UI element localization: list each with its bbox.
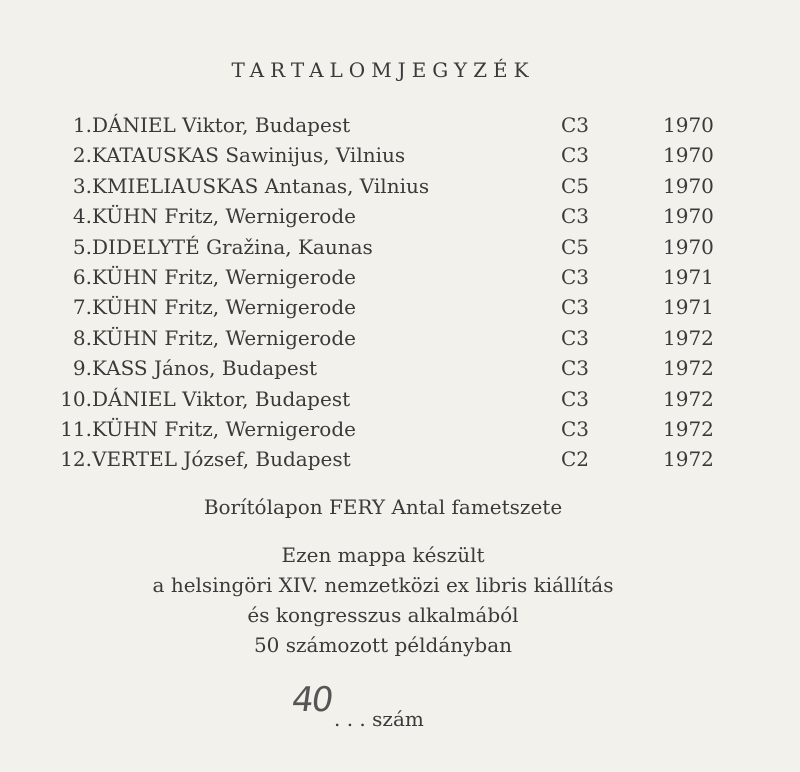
copy-number-label: . . . szám xyxy=(334,707,424,731)
toc-row xyxy=(0,110,800,140)
entry-year: 1972 xyxy=(663,386,714,411)
entry-year: 1970 xyxy=(663,234,714,259)
entry-year: 1972 xyxy=(663,416,714,441)
handwritten-number: 40 xyxy=(289,680,335,720)
entry-number: 8. xyxy=(72,325,92,350)
entry-artist: KASS János, Budapest xyxy=(92,356,318,381)
colophon-line: és kongresszus alkalmából xyxy=(247,603,519,627)
entry-number: 2. xyxy=(72,143,92,168)
entry-number: 3. xyxy=(72,173,92,198)
entry-number: 5. xyxy=(72,234,92,259)
entry-technique: C3 xyxy=(561,295,590,320)
entry-artist: KMIELIAUSKAS Antanas, Vilnius xyxy=(92,173,430,198)
entry-artist: DIDELYTÉ Gražina, Kaunas xyxy=(92,234,373,259)
entry-year: 1971 xyxy=(663,295,714,320)
colophon xyxy=(0,540,766,660)
entry-year: 1970 xyxy=(663,113,714,137)
toc-row xyxy=(0,444,800,474)
entry-number: 1. xyxy=(72,113,92,137)
toc-row xyxy=(0,414,800,444)
entry-artist: KÜHN Fritz, Wernigerode xyxy=(92,416,356,441)
entry-number: 4. xyxy=(72,204,92,229)
entry-year: 1972 xyxy=(663,447,714,472)
table-of-contents xyxy=(0,110,800,475)
toc-row xyxy=(0,201,800,231)
toc-row xyxy=(0,232,800,262)
entry-artist: KÜHN Fritz, Wernigerode xyxy=(92,204,356,229)
entry-artist: KATAUSKAS Sawinijus, Vilnius xyxy=(92,143,406,168)
entry-technique: C3 xyxy=(561,386,590,411)
entry-number: 7. xyxy=(72,295,92,320)
toc-row xyxy=(0,323,800,353)
entry-year: 1970 xyxy=(663,204,714,229)
entry-technique: C3 xyxy=(561,356,590,381)
entry-year: 1972 xyxy=(663,356,714,381)
entry-artist: VERTEL József, Budapest xyxy=(92,447,351,472)
entry-artist: KÜHN Fritz, Wernigerode xyxy=(92,264,356,289)
colophon-line: a helsingöri XIV. nemzetközi ex libris kiállítás xyxy=(152,573,614,597)
entry-year: 1972 xyxy=(663,325,714,350)
toc-row xyxy=(0,353,800,383)
entry-artist: DÁNIEL Viktor, Budapest xyxy=(92,113,351,137)
entry-number: 12. xyxy=(60,447,92,472)
entry-number: 10. xyxy=(60,386,92,411)
entry-technique: C3 xyxy=(561,264,590,289)
entry-year: 1970 xyxy=(663,173,714,198)
entry-number: 11. xyxy=(60,416,92,441)
copy-number xyxy=(290,680,450,740)
entry-technique: C3 xyxy=(561,325,590,350)
toc-row xyxy=(0,384,800,414)
toc-row xyxy=(0,292,800,322)
entry-technique: C3 xyxy=(561,143,590,168)
page-title: TARTALOMJEGYZÉK xyxy=(231,58,535,82)
entry-artist: DÁNIEL Viktor, Budapest xyxy=(92,386,351,411)
entry-year: 1970 xyxy=(663,143,714,168)
entry-technique: C5 xyxy=(561,173,590,198)
colophon-line: Ezen mappa készült xyxy=(281,543,485,567)
entry-artist: KÜHN Fritz, Wernigerode xyxy=(92,325,356,350)
entry-technique: C5 xyxy=(561,234,590,259)
entry-technique: C3 xyxy=(561,416,590,441)
entry-artist: KÜHN Fritz, Wernigerode xyxy=(92,295,356,320)
entry-technique: C3 xyxy=(561,204,590,229)
entry-number: 6. xyxy=(72,264,92,289)
entry-technique: C2 xyxy=(561,447,590,472)
toc-row xyxy=(0,171,800,201)
toc-row xyxy=(0,262,800,292)
colophon-line: 50 számozott példányban xyxy=(253,633,513,657)
entry-year: 1971 xyxy=(663,264,714,289)
cover-note: Borítólapon FERY Antal fametszete xyxy=(203,495,563,519)
toc-row xyxy=(0,140,800,170)
entry-technique: C3 xyxy=(561,113,590,137)
entry-number: 9. xyxy=(72,356,92,381)
